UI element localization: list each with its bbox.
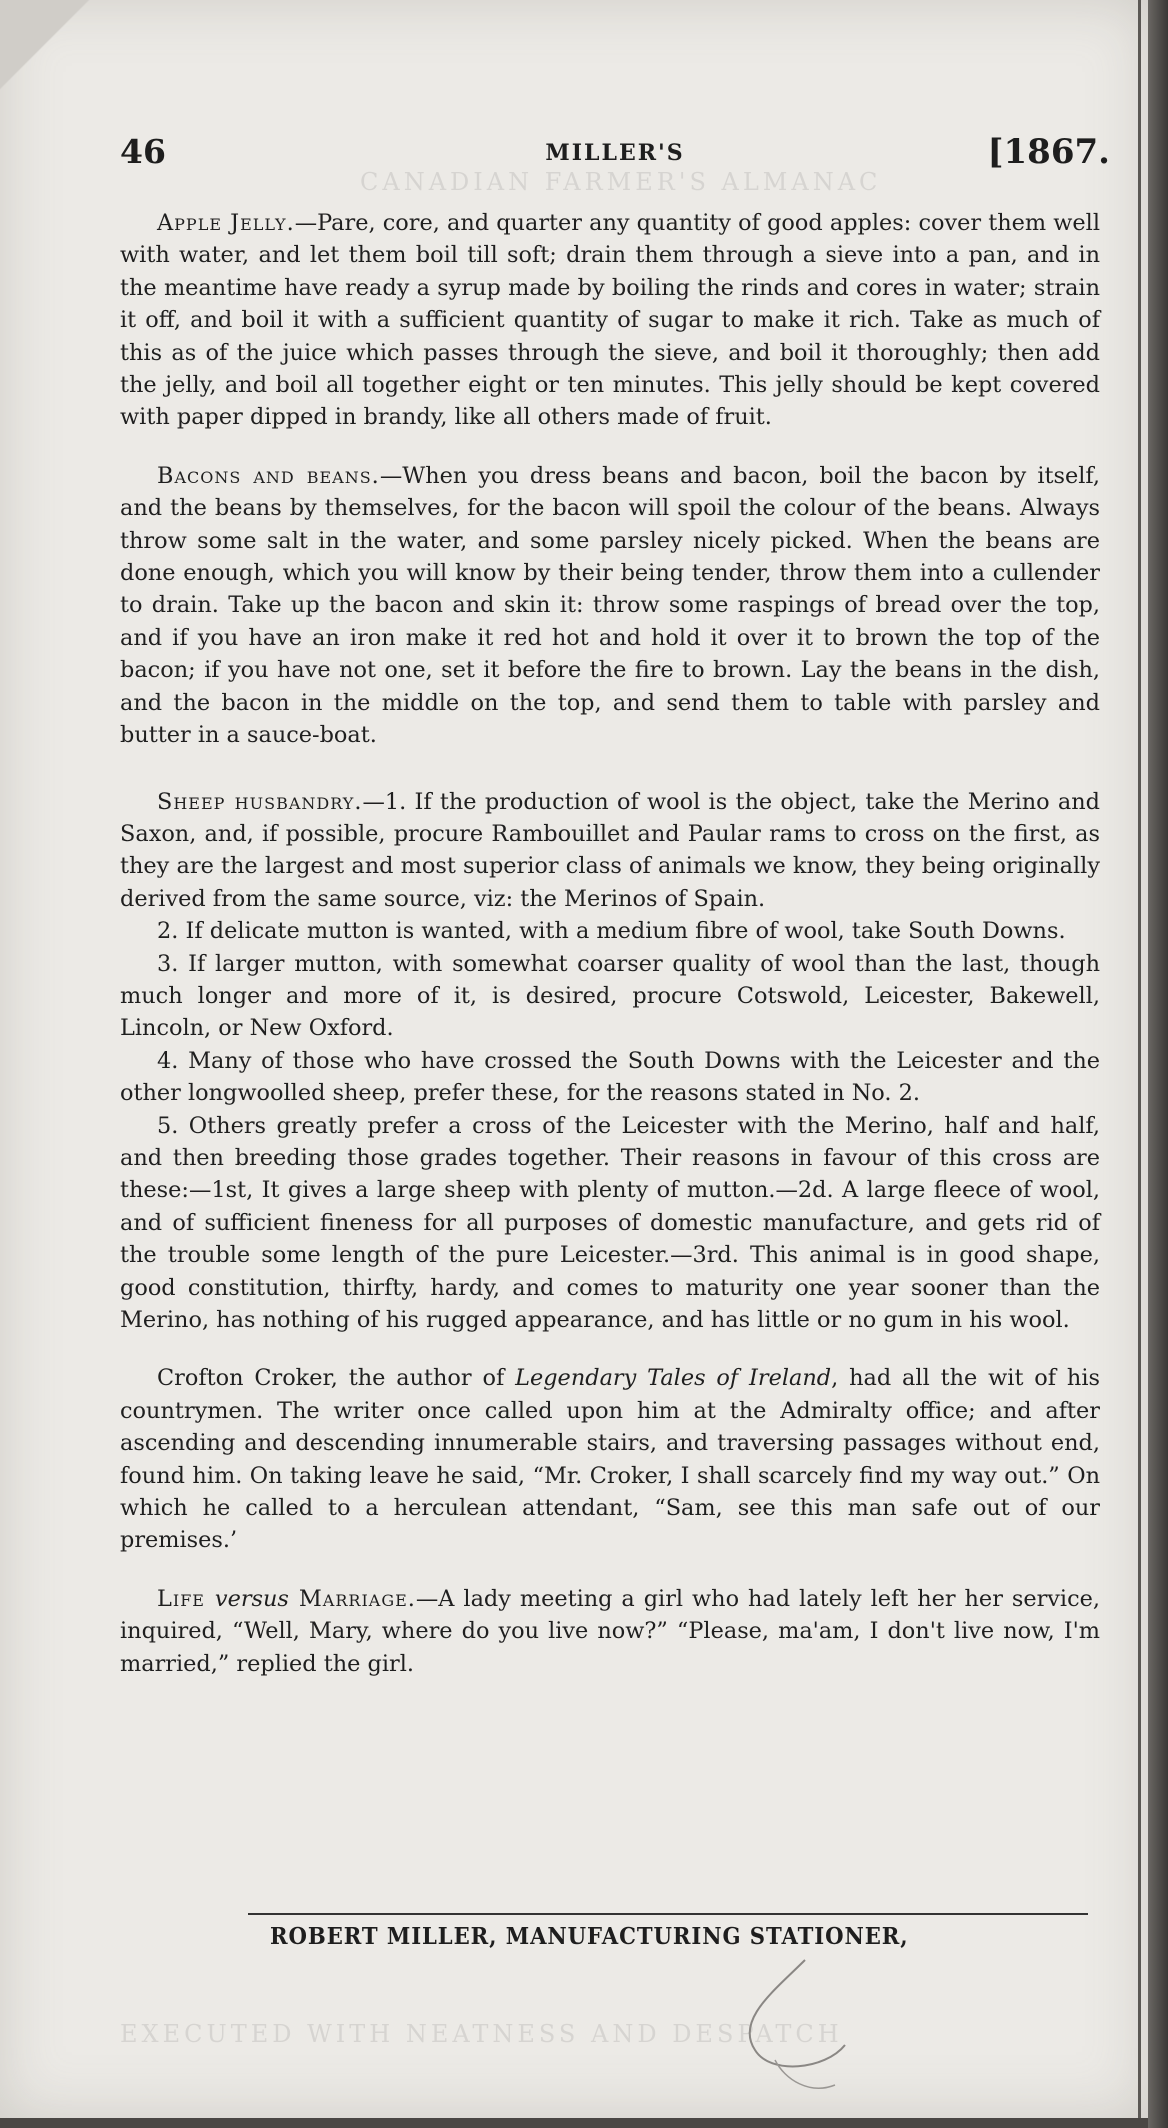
life-versus-marriage-body: —A lady meeting a girl who had lately left her her service, inquired, “Well, Mary, where do you live now?” “Please, ma'am, I don't live now, I'm married,” replied the girl. xyxy=(120,1585,1100,1677)
croker-text-start: Crofton Croker, the author of xyxy=(157,1365,516,1392)
life-versus-marriage-paragraph xyxy=(120,1583,1100,1680)
sheep-husbandry-paragraph-2: 2. If delicate mutton is wanted, with a medium fibre of wool, take South Downs. xyxy=(157,918,1066,945)
folded-corner xyxy=(0,0,110,110)
page-number: 46 xyxy=(120,132,166,171)
bacons-and-beans-body: —When you dress beans and bacon, boil the bacon by itself, and the beans by themselves, for the bacon will spoil the colour of the beans. Always throw some salt in the water, and some parsley nicely picked. When the beans are done enough, which you will know by their being tender, throw them into a cullender to drain. Take up the bacon and skin it: throw some raspings of bread over the top, and if you have an iron make it red hot and hold it over it to brown the top of the bacon; if you have not one, set it before the fire to brown. Lay the beans in the dish, and the bacon in the middle on the top, and send them to table with parsley and butter in a sauce-boat. xyxy=(120,462,1100,749)
croker-anecdote-paragraph xyxy=(120,1362,1100,1556)
show-through-text: CANADIAN FARMER'S ALMANAC xyxy=(360,168,882,196)
sheep-husbandry-heading: Sheep husbandry. xyxy=(157,788,363,815)
croker-text-end: , had all the wit of his countrymen. The writer once called upon him at the Admiralty office; and after ascending and descending innumerable stairs, and traversing passages without end, found him. On taking leave he said, “Mr. Croker, I shall scarcely find my way out.” On which he called to a herculean attendant, “Sam, see this man safe out of our premises.’ xyxy=(120,1365,1100,1554)
croker-book-title: Legendary Tales of Ireland xyxy=(515,1365,832,1392)
page-text xyxy=(120,207,1100,1680)
apple-jelly-body: —Pare, core, and quarter any quantity of good apples: cover them well with water, and let them boil till soft; drain them through a sieve into a pan, and in the meantime have ready a syrup made by boiling the rinds and cores in water; strain it off, and boil it with a sufficient quantity of sugar to make it rich. Take as much of this as of the juice which passes through the sieve, and boil it thoroughly; then add the jelly, and boil all together eight or ten minutes. This jelly should be kept covered with paper dipped in brandy, like all others made of fruit. xyxy=(120,210,1100,431)
year-label: [1867. xyxy=(987,132,1110,172)
page-edge xyxy=(1138,0,1141,2118)
running-head: MILLER'S xyxy=(545,140,685,166)
marriage-heading: Marriage. xyxy=(288,1585,416,1612)
bacons-and-beans-paragraph xyxy=(120,460,1100,752)
footer-imprint: ROBERT MILLER, MANUFACTURING STATIONER, xyxy=(270,1923,909,1950)
apple-jelly-paragraph xyxy=(120,207,1100,434)
footer-rule xyxy=(248,1913,1088,1915)
pencil-mark xyxy=(715,1950,895,2100)
sheep-husbandry-body-1: —1. If the production of wool is the object, take the Merino and Saxon, and, if possible, procure Rambouillet and Paular rams to cross on the first, as they are the largest and most superior class of animals we know, they being originally derived from the same source, viz: the Merinos of Spain. xyxy=(120,788,1101,912)
versus-heading: versus xyxy=(214,1585,289,1612)
bacons-and-beans-heading: Bacons and beans. xyxy=(157,462,380,489)
sheep-husbandry-paragraph-4: 4. Many of those who have crossed the South Downs with the Leicester and the other longwoolled sheep, prefer these, for the reasons stated in No. 2. xyxy=(120,1047,1100,1107)
scan-border xyxy=(1148,0,1168,2128)
sheep-husbandry-paragraph-1 xyxy=(120,786,1100,916)
sheep-husbandry-paragraph-3: 3. If larger mutton, with somewhat coarser quality of wool than the last, though much longer and more of it, is desired, procure Cotswold, Leicester, Bakewell, Lincoln, or New Oxford. xyxy=(120,950,1100,1042)
page-header xyxy=(120,132,1110,180)
life-heading: Life xyxy=(157,1585,215,1612)
sheep-husbandry-paragraph-5: 5. Others greatly prefer a cross of the Leicester with the Merino, half and half, and then breeding those grades together. Their reasons in favour of this cross are these:—1st, It gives a large sheep with plenty of mutton.—2d. A large fleece of wool, and of sufficient fineness for all purposes of domestic manufacture, and gets rid of the trouble some length of the pure Leicester.—3rd. This animal is in good shape, good constitution, thirfty, hardy, and comes to maturity one year sooner than the Merino, has nothing of his rugged appearance, and has little or no gum in his wool. xyxy=(120,1112,1100,1333)
apple-jelly-heading: Apple Jelly. xyxy=(157,210,295,236)
show-through-text: EXECUTED WITH NEATNESS AND DESPATCH xyxy=(120,2020,843,2048)
